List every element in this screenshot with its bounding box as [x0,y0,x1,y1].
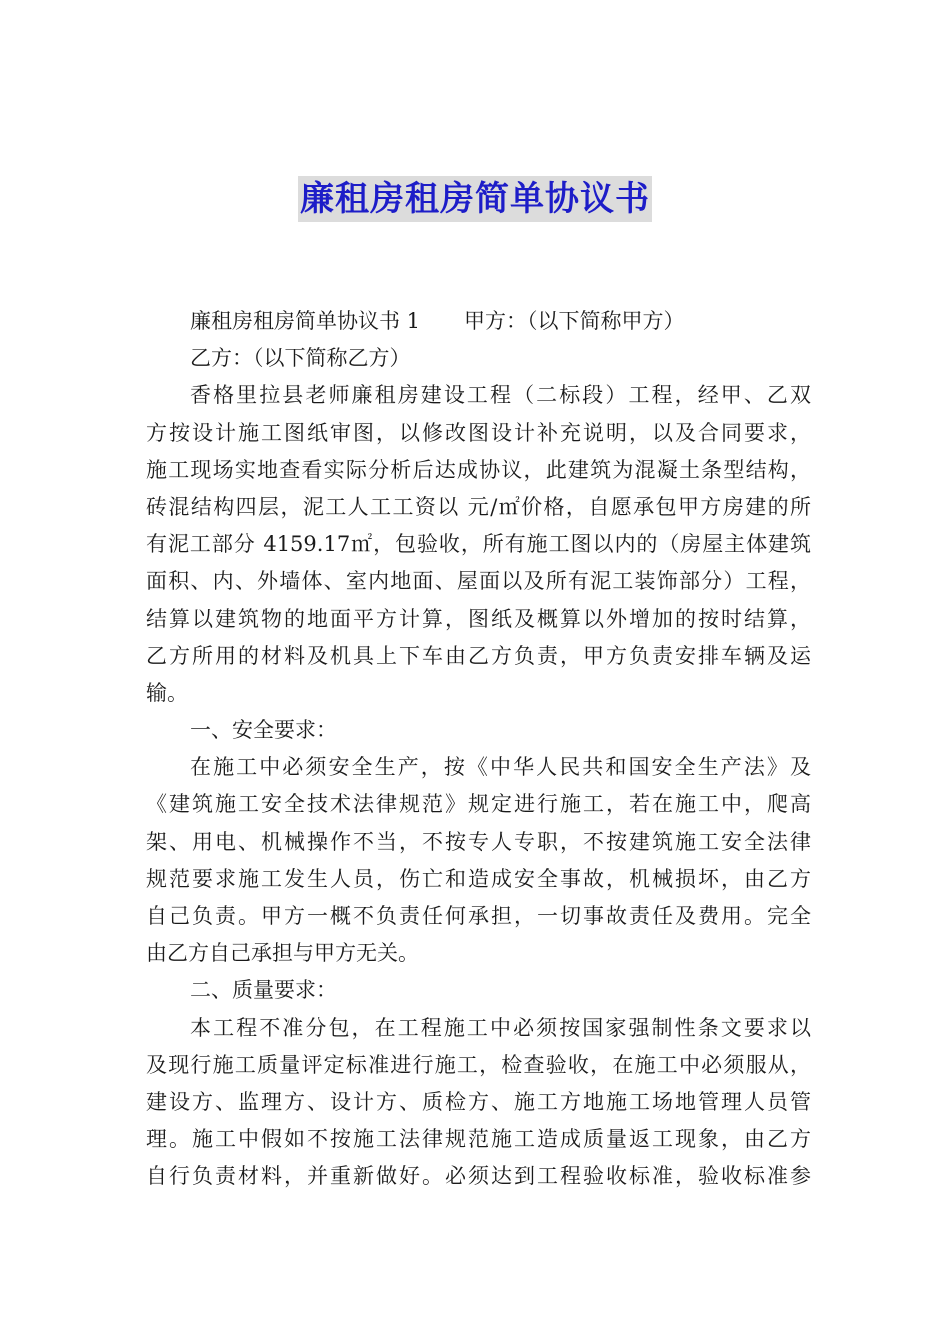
section-heading-safety: 一、安全要求： [190,718,337,743]
text-line: 施工现场实地查看实际分析后达成协议，此建筑为混凝土条型结构， [146,457,811,482]
text-line: 理。施工中假如不按施工法律规范施工造成质量返工现象，由乙方 [146,1127,811,1152]
text-line: 《建筑施工安全技术法律规范》规定进行施工，若在施工中，爬高 [146,792,811,817]
text-line: 面积、内、外墙体、室内地面、屋面以及所有泥工装饰部分）工程， [146,569,811,594]
text-line: 输。 [146,680,188,705]
paragraph-quality [146,1010,811,1196]
document-title: 廉租房租房简单协议书 [298,176,652,222]
title-container [0,176,950,222]
text-line: 架、用电、机械操作不当，不按专人专职，不按建筑施工安全法律 [146,829,811,854]
party-b-label: 乙方：（以下简称乙方） [190,346,411,371]
section-heading-quality: 二、质量要求： [190,978,337,1003]
text-line: 自行负责材料，并重新做好。必须达到工程验收标准，验收标准参 [146,1164,811,1189]
paragraph-scope [146,377,811,712]
paragraph-safety [146,749,811,972]
document-body [146,303,811,1196]
text-line: 本工程不准分包，在工程施工中必须按国家强制性条文要求以 [190,1015,811,1040]
text-line: 规范要求施工发生人员，伤亡和造成安全事故，机械损坏，由乙方 [146,866,811,891]
header-line [146,303,811,340]
text-line: 有泥工部分 4159.17㎡，包验收，所有施工图以内的（房屋主体建筑 [146,532,811,557]
text-line: 自己负责。甲方一概不负责任何承担，一切事故责任及费用。完全 [146,904,811,928]
text-line: 砖混结构四层，泥工人工工资以 元/㎡价格，自愿承包甲方房建的所 [146,494,811,519]
text-line: 乙方所用的材料及机具上下车由乙方负责，甲方负责安排车辆及运 [146,643,811,668]
text-line: 香格里拉县老师廉租房建设工程（二标段）工程，经甲、乙双 [190,383,811,408]
text-line: 结算以建筑物的地面平方计算，图纸及概算以外增加的按时结算， [146,606,811,631]
party-a-label: 甲方：（以下简称甲方） [464,309,685,333]
text-line: 方按设计施工图纸审图，以修改图设计补充说明，以及合同要求， [146,420,811,445]
text-line: 在施工中必须安全生产，按《中华人民共和国安全生产法》及 [190,755,811,780]
text-line: 由乙方自己承担与甲方无关。 [146,941,419,966]
text-line: 建设方、监理方、设计方、质检方、施工方地施工场地管理人员管 [146,1089,811,1114]
document-subtitle: 廉租房租房简单协议书 1 [190,309,421,333]
text-line: 及现行施工质量评定标准进行施工，检查验收，在施工中必须服从， [146,1052,811,1077]
